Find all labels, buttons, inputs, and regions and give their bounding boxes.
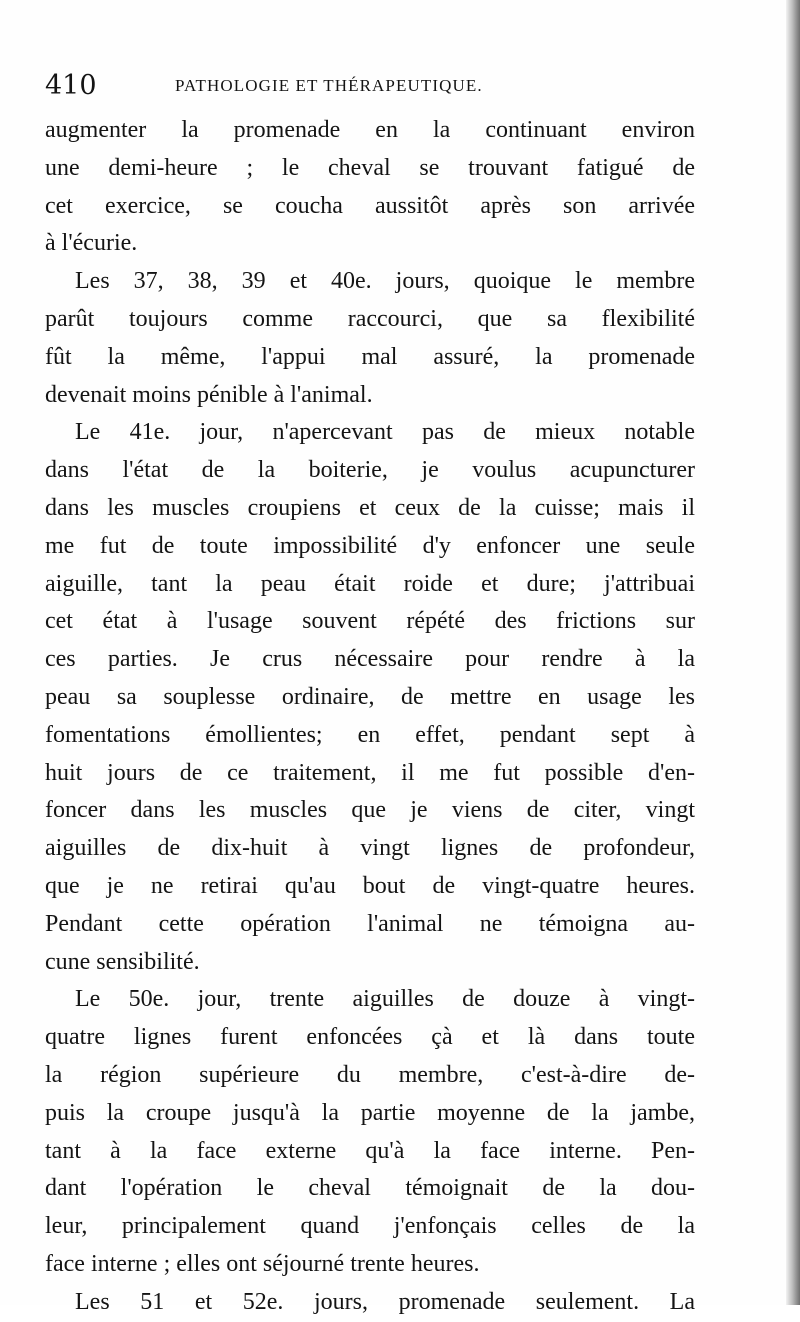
text-line: augmenter la promenade en la continuant environ <box>45 117 695 143</box>
text-line: dans l'état de la boiterie, je voulus acupuncturer <box>45 457 695 484</box>
text-line: foncer dans les muscles que je viens de citer, vingt <box>45 797 695 824</box>
text-line: que je ne retirai qu'au bout de vingt-quatre heures. <box>45 872 695 899</box>
page-edge-shadow <box>786 0 800 1305</box>
text-line: Le 41e. jour, n'apercevant pas de mieux notable <box>75 419 695 446</box>
text-line: devenait moins pénible à l'animal. <box>45 381 373 408</box>
text-line: me fut de toute impossibilité d'y enfoncer une seule <box>45 532 695 559</box>
body-text <box>45 112 695 1322</box>
text-line: Les 37, 38, 39 et 40e. jours, quoique le membre <box>75 268 695 295</box>
text-line: tant à la face externe qu'à la face interne. Pen- <box>45 1137 695 1164</box>
text-line: Le 50e. jour, trente aiguilles de douze à vingt- <box>75 986 695 1013</box>
running-title: PATHOLOGIE ET THÉRAPEUTIQUE. <box>175 76 483 95</box>
text-line: dant l'opération le cheval témoignait de la dou- <box>45 1175 695 1202</box>
text-line: aiguille, tant la peau était roide et dure; j'attribuai <box>45 570 695 597</box>
text-line: leur, principalement quand j'enfonçais celles de la <box>45 1213 695 1240</box>
text-line: Pendant cette opération l'animal ne témoigna au- <box>45 910 695 937</box>
text-line: fût la même, l'appui mal assuré, la promenade <box>45 343 695 370</box>
text-line: peau sa souplesse ordinaire, de mettre en usage les <box>45 683 695 710</box>
text-line: la région supérieure du membre, c'est-à-dire de- <box>45 1061 695 1088</box>
text-line: cet exercice, se coucha aussitôt après son arrivée <box>45 192 695 219</box>
text-line: cune sensibilité. <box>45 948 200 975</box>
text-line: huit jours de ce traitement, il me fut possible d'en- <box>45 759 695 786</box>
text-line: aiguilles de dix-huit à vingt lignes de profondeur, <box>45 835 695 862</box>
text-line: parût toujours comme raccourci, que sa flexibilité <box>45 305 695 332</box>
text-line: quatre lignes furent enfoncées çà et là dans toute <box>45 1024 695 1051</box>
text-line: puis la croupe jusqu'à la partie moyenne de la jambe, <box>45 1099 695 1126</box>
page-number: 410 <box>45 70 97 101</box>
text-line: Les 51 et 52e. jours, promenade seulement. La <box>75 1288 695 1315</box>
text-line: une demi-heure ; le cheval se trouvant fatigué de <box>45 154 695 181</box>
text-line: ces parties. Je crus nécessaire pour rendre à la <box>45 646 695 673</box>
page-header <box>45 66 705 106</box>
text-line: face interne ; elles ont séjourné trente heures. <box>45 1250 480 1277</box>
text-line: à l'écurie. <box>45 230 138 257</box>
text-line: fomentations émollientes; en effet, pendant sept à <box>45 721 695 748</box>
text-line: dans les muscles croupiens et ceux de la cuisse; mais il <box>45 494 695 521</box>
text-line: cet état à l'usage souvent répété des frictions sur <box>45 608 695 635</box>
